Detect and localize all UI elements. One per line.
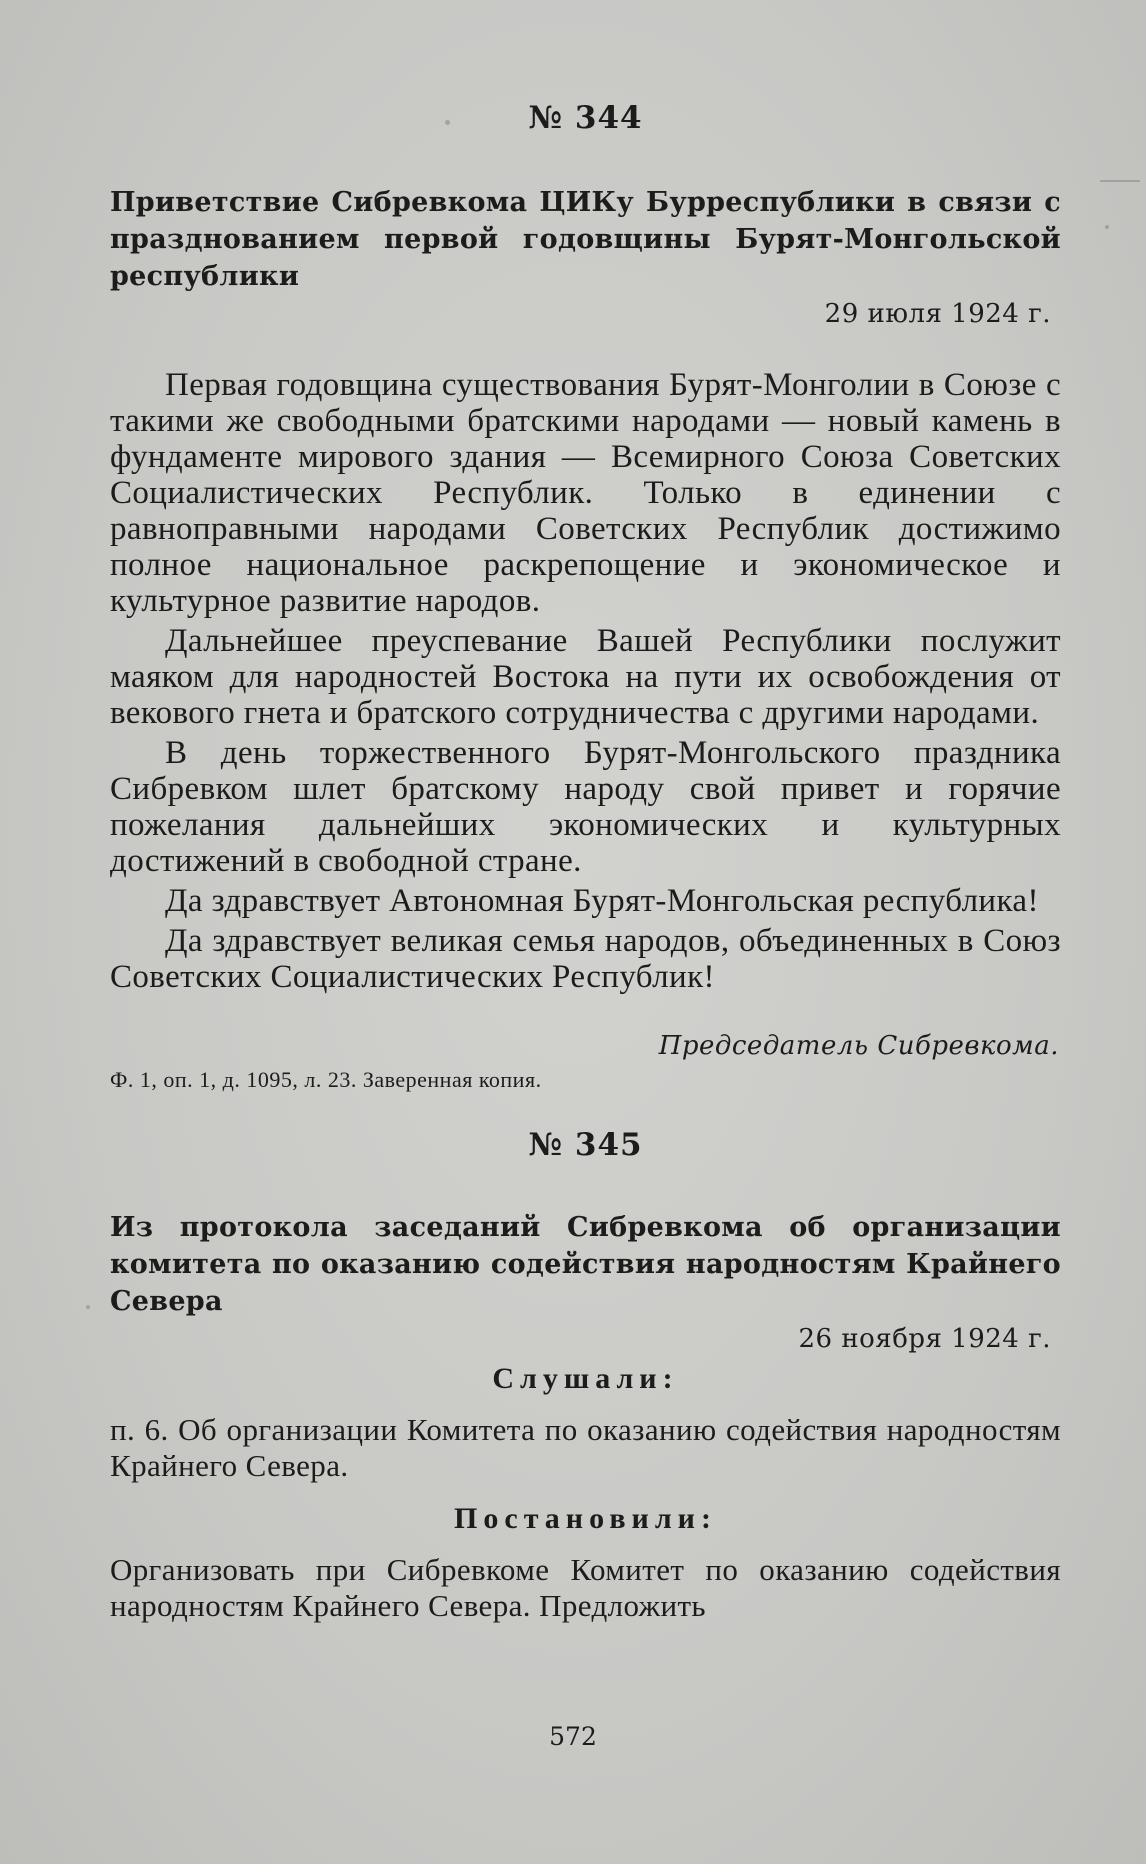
body-paragraph: В день торжественного Бурят-Монгольского праздника Сибревком шлет братскому народу свой привет и горячие пожелания дальнейших экономических и культурных достижений в свободной стране. (110, 735, 1061, 879)
print-speck (86, 1305, 90, 1309)
print-speck (445, 120, 450, 125)
document-date: 26 ноября 1924 г. (798, 1324, 1051, 1354)
document-345 (110, 1127, 1061, 1624)
print-speck (1100, 180, 1140, 182)
document-body (110, 367, 1061, 995)
body-paragraph: Дальнейшее преуспевание Вашей Республики послужит маяком для народностей Востока на пути их освобождения от векового гнета и братского сотрудничества с другими народами. (110, 623, 1061, 731)
document-344 (110, 100, 1061, 1093)
document-title: Из протокола заседаний Сибревкома об организации комитета по оказанию содействия народностям Крайнего Севера (110, 1212, 1061, 1317)
resolved-heading: Постановили: (454, 1502, 717, 1535)
heard-heading: Слушали: (492, 1362, 679, 1395)
body-paragraph: Да здравствует Автономная Бурят-Монгольская республика! (165, 883, 1039, 919)
print-speck (1105, 225, 1109, 229)
document-date: 29 июля 1924 г. (824, 299, 1051, 329)
signature: Председатель Сибревкома. (658, 1031, 1059, 1061)
page-number: 572 (549, 1722, 597, 1751)
heard-text: п. 6. Об организации Комитета по оказанию содействия народностям Крайнего Севера. (110, 1412, 1061, 1483)
body-paragraph: Да здравствует великая семья народов, объединенных в Союз Советских Социалистических Республик! (110, 923, 1061, 995)
resolved-text: Организовать при Сибревкоме Комитет по оказанию содействия народностям Крайнего Севера. Предложить (110, 1552, 1061, 1623)
archive-reference: Ф. 1, оп. 1, д. 1095, л. 23. Заверенная копия. (110, 1067, 542, 1092)
document-number: № 345 (528, 1127, 643, 1163)
document-title: Приветствие Сибревкома ЦИКу Бурреспублики в связи с празднованием первой годовщины Бурят-Монгольской республики (110, 187, 1061, 292)
document-number: № 344 (528, 100, 643, 136)
body-paragraph: Первая годовщина существования Бурят-Монголии в Союзе с такими же свободными братскими народами — новый камень в фундаменте мирового здания — Всемирного Союза Советских Социалистических Республик. Только в единении с равноправными народами Советских Республик достижимо полное национальное раскрепощение и экономическое и культурное развитие народов. (110, 367, 1061, 619)
